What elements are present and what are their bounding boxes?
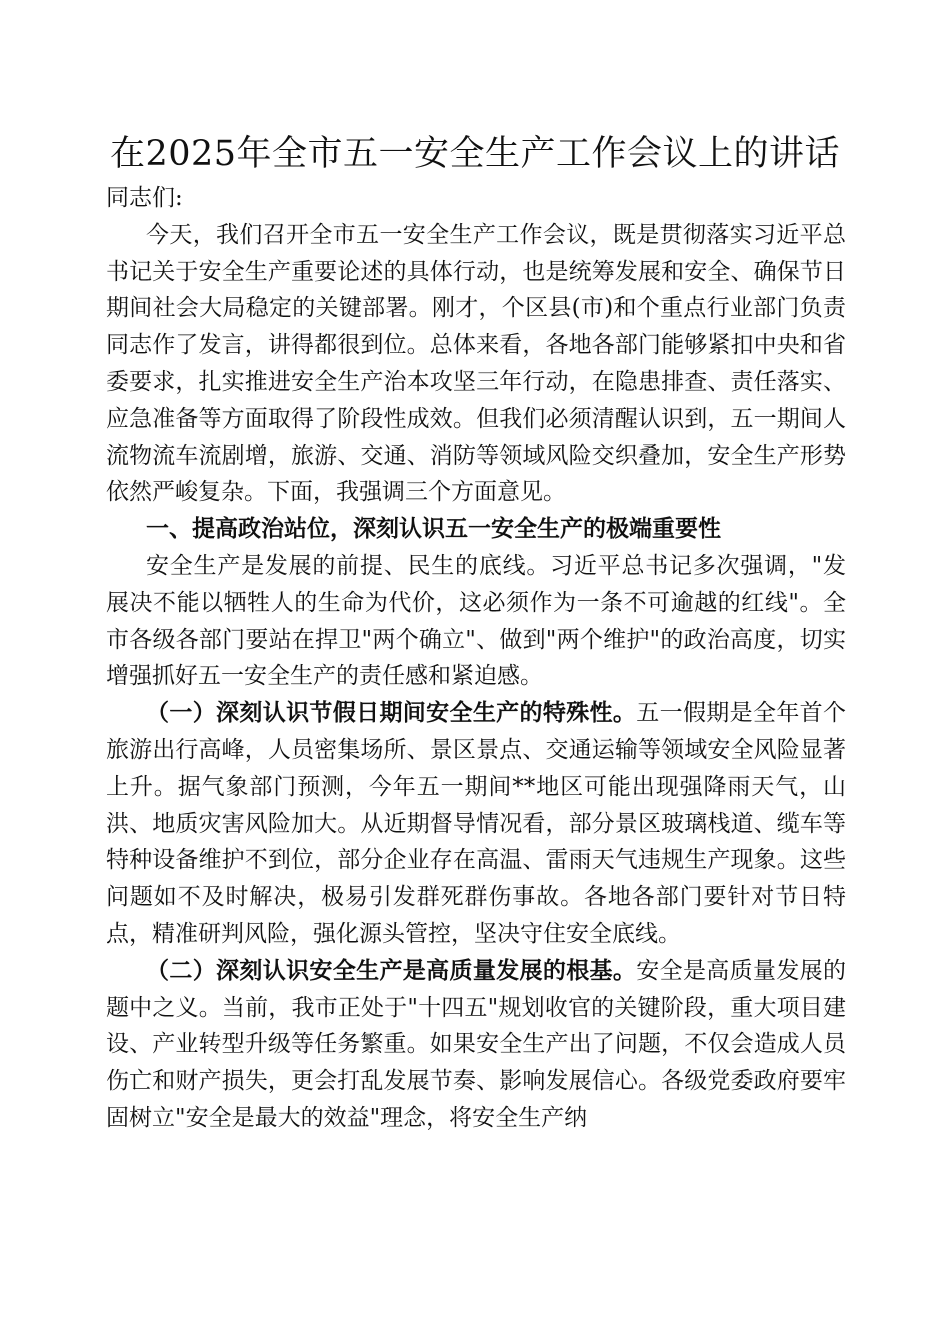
subsection-body-1: 五一假期是全年首个旅游出行高峰，人员密集场所、景区景点、交通运输等领域安全风险显著上升。据气象部门预测，今年五一期间**地区可能出现强降雨天气，山洪、地质灾害风险加大。从近期督导情况看，部分景区玻璃栈道、缆车等特种设备维护不到位，部分企业存在高温、雷雨天气违规生产现象。这些问题如不及时解决，极易引发群死群伤事故。各地各部门要针对节日特点，精准研判风险，强化源头管控，坚决守住安全底线。 [106,700,847,947]
paragraph-subsection-1 [106,695,846,953]
subsection-heading-1: （一）深刻认识节假日期间安全生产的特殊性。 [146,699,637,727]
paragraph-subsection-2 [106,953,846,1137]
subsection-body-2: 安全是高质量发展的题中之义。当前，我市正处于"十四五"规划收官的关键阶段，重大项目建设、产业转型升级等任务繁重。如果安全生产出了问题，不仅会造成人员伤亡和财产损失，更会打乱发展节奏、影响发展信心。各级党委政府要牢固树立"安全是最大的效益"理念，将安全生产纳 [106,957,847,1131]
paragraph-section-1: 安全生产是发展的前提、民生的底线。习近平总书记多次强调，"发展决不能以牺牲人的生命为代价，这必须作为一条不可逾越的红线"。全市各级各部门要站在捍卫"两个确立"、做到"两个维护"的政治高度，切实增强抓好五一安全生产的责任感和紧迫感。 [106,552,846,690]
subsection-heading-2: （二）深刻认识安全生产是高质量发展的根基。 [146,956,637,984]
salutation: 同志们: [106,185,183,211]
section-heading-1: 一、提高政治站位，深刻认识五一安全生产的极端重要性 [146,515,721,543]
document-title: 在2025年全市五一安全生产工作会议上的讲话 [109,134,841,174]
paragraph-intro: 今天，我们召开全市五一安全生产工作会议，既是贯彻落实习近平总书记关于安全生产重要论述的具体行动，也是统筹发展和安全、确保节日期间社会大局稳定的关键部署。刚才，个区县(市)和个重点行业部门负责同志作了发言，讲得都很到位。总体来看，各地各部门能够紧扣中央和省委要求，扎实推进安全生产治本攻坚三年行动，在隐患排查、责任落实、应急准备等方面取得了阶段性成效。但我们必须清醒认识到，五一期间人流物流车流剧增，旅游、交通、消防等领域风险交织叠加，安全生产形势依然严峻复杂。下面，我强调三个方面意见。 [106,221,846,506]
document-body [106,180,846,1137]
